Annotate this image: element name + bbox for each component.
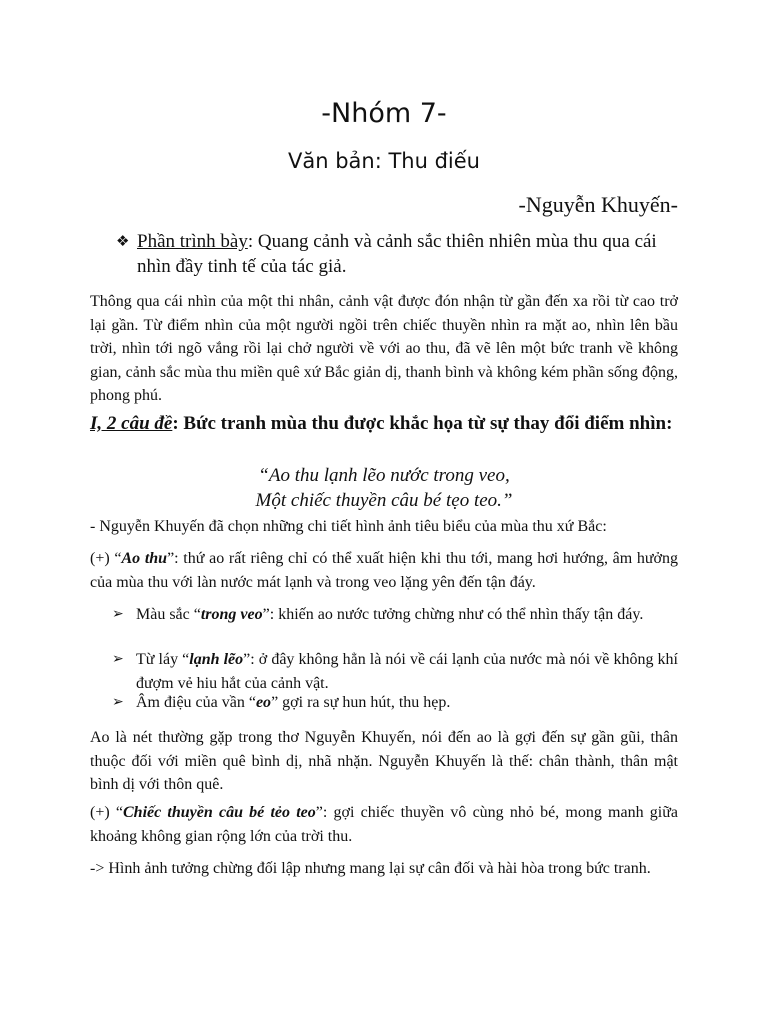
ao-paragraph: Ao là nét thường gặp trong thơ Nguyễn Khuyến, nói đến ao là gợi đến sự gần gũi, thân thuộc đối với miền quê bình dị, nhã nhặn. Nguyễn Khuyến là thế: chân thành, thân mật bình dị với thôn quê.	[90, 729, 678, 794]
section-title: : Bức tranh mùa thu được khắc họa từ sự thay đổi điểm nhìn:	[172, 413, 673, 434]
arrow-item-text	[136, 648, 678, 695]
details-intro: - Nguyễn Khuyến đã chọn những chi tiết hình ảnh tiêu biểu của mùa thu xứ Bắc:	[90, 518, 607, 535]
arrow-item-text	[136, 603, 678, 627]
arrow-prefix: Màu sắc “	[136, 606, 201, 623]
presentation-label: Phần trình bày	[137, 231, 248, 252]
diamond-bullet-icon: ❖	[116, 232, 130, 250]
arrow-prefix: Từ láy “	[136, 651, 190, 668]
point-body: ”: gợi chiếc thuyền vô cùng nhỏ bé, mong manh giữa khoảng không gian rộng lớn của trời thu.	[90, 804, 679, 845]
arrow-body: ”: khiến ao nước tưởng chừng như có thể nhìn thấy tận đáy.	[262, 606, 644, 623]
arrow-item-trong-veo	[112, 603, 678, 627]
arrow-term: eo	[255, 694, 272, 711]
point-prefix: (+) “	[90, 804, 123, 821]
point-chiec-thuyen	[90, 801, 678, 848]
arrow-item-eo	[112, 691, 678, 715]
presentation-item	[116, 229, 676, 279]
section-heading	[90, 411, 678, 436]
section-label: I, 2 câu đề	[90, 413, 173, 434]
arrow-bullet-icon: ➢	[112, 606, 124, 622]
arrow-bullet-icon: ➢	[112, 694, 124, 710]
arrow-prefix: Âm điệu của vần “	[136, 694, 256, 711]
poem-line-1: “Ao thu lạnh lẽo nước trong veo,	[258, 465, 510, 486]
summary-paragraph: Thông qua cái nhìn của một thi nhân, cảnh vật được đón nhận từ gần đến xa rồi từ cao trở lại gần. Từ điểm nhìn của một người ngồi trên chiếc thuyền nhìn ra mặt ao, nhìn lên bầu trời, nhìn tới ngõ vắng rồi lại chở người về với ao thu, đã vẽ lên một bức tranh về không gian, cảnh sắc mùa thu miền quê xứ Bắc giản dị, thanh bình và không kém phần sống động, phong phú.	[90, 293, 678, 405]
arrow-item-text	[136, 691, 678, 715]
arrow-bullet-icon: ➢	[112, 651, 124, 667]
presentation-body: : Quang cảnh và cảnh sắc thiên nhiên mùa thu qua cái nhìn đầy tinh tế của tác giả.	[137, 231, 657, 277]
author-name: -Nguyễn Khuyến-	[518, 192, 678, 217]
arrow-body: ”: ở đây không hẳn là nói về cái lạnh của nước mà nói về không khí đượm vẻ hiu hắt của cảnh vật.	[136, 651, 678, 692]
point-term: Ao thu	[121, 550, 168, 567]
poem-line-2: Một chiếc thuyền câu bé tẹo teo.”	[255, 490, 513, 511]
arrow-term: lạnh lẽo	[189, 651, 244, 668]
point-term: Chiếc thuyền câu bé tẻo teo	[123, 804, 316, 821]
point-ao-thu	[90, 547, 678, 594]
arrow-body: ” gợi ra sự hun hút, thu hẹp.	[271, 694, 451, 711]
page-title: -Nhóm 7-	[321, 98, 447, 129]
point-body: ”: thứ ao rất riêng chỉ có thể xuất hiện khi thu tới, mang hơi hướng, âm hưởng của mùa thu với làn nước mát lạnh và trong veo lặng yên đến tận đáy.	[90, 550, 679, 591]
point-prefix: (+) “	[90, 550, 122, 567]
conclusion-paragraph: -> Hình ảnh tưởng chừng đối lập nhưng mang lại sự cân đối và hài hòa trong bức tranh.	[90, 860, 651, 877]
arrow-item-lanh-leo	[112, 648, 678, 695]
arrow-term: trong veo	[200, 606, 263, 623]
text-title: Văn bản: Thu điếu	[288, 149, 480, 173]
presentation-text	[137, 229, 676, 279]
